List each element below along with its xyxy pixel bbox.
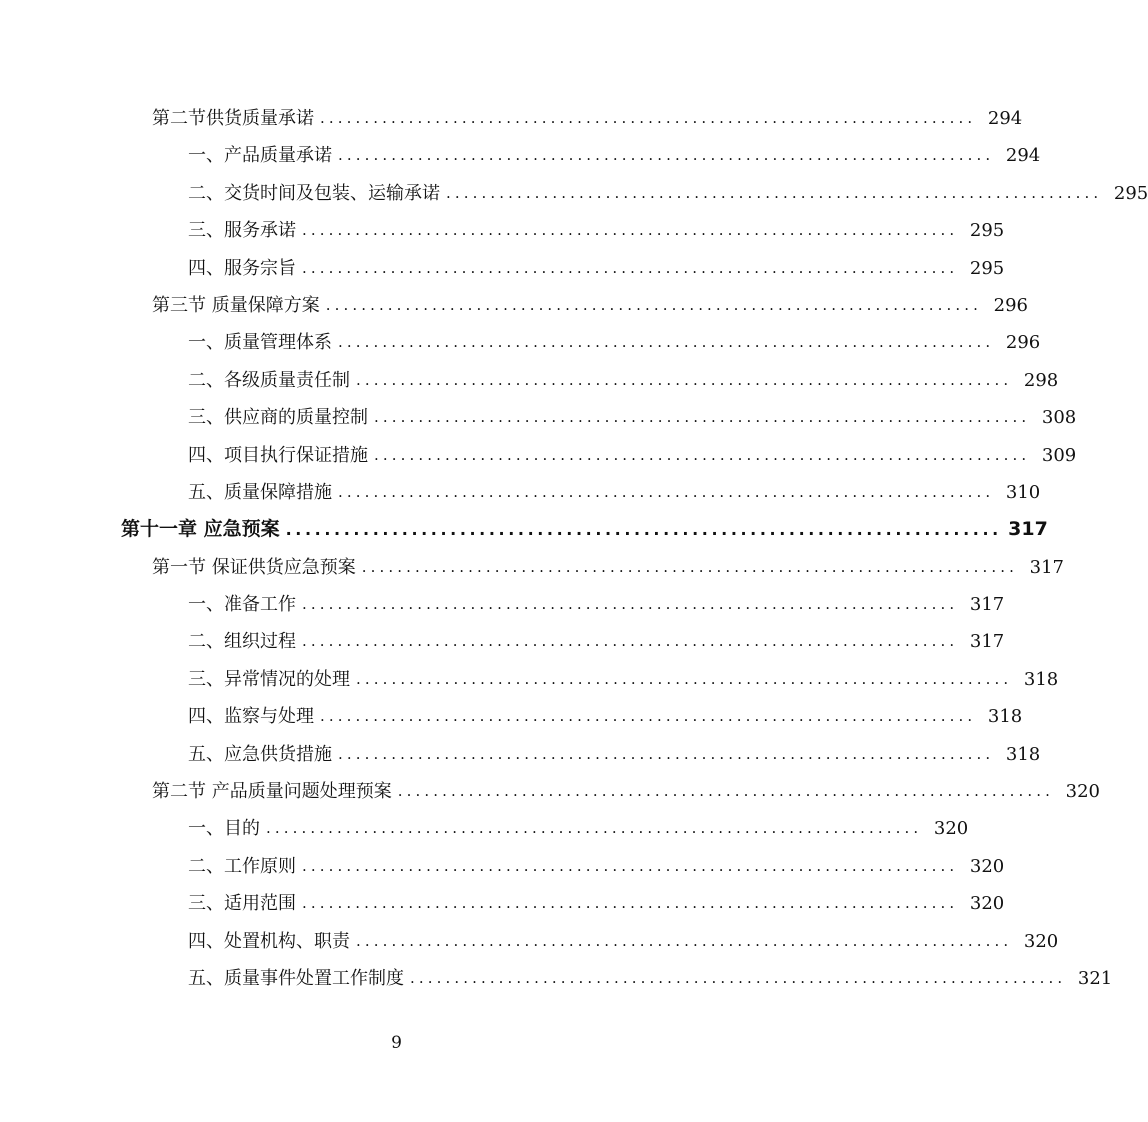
toc-entry[interactable] [0, 287, 1028, 324]
toc-entry-page: 317 [969, 594, 1005, 616]
toc-entry-title: 二、组织过程 [188, 631, 296, 653]
toc-entry-title: 第二节 产品质量问题处理预案 [152, 781, 392, 803]
toc-entry-title: 第一节 保证供货应急预案 [152, 556, 356, 578]
toc-entry-page: 320 [969, 855, 1005, 877]
toc-entry[interactable] [0, 736, 1041, 773]
toc-entry-title: 第十一章 应急预案 [121, 518, 280, 541]
toc-entry-page: 294 [987, 108, 1023, 129]
toc-dot-leader: .......................................................................... [356, 669, 1013, 688]
toc-entry-title: 三、供应商的质量控制 [188, 407, 368, 429]
toc-entry-title: 三、服务承诺 [188, 220, 296, 242]
toc-entry[interactable] [0, 100, 1023, 137]
toc-entry-title: 四、监察与处理 [188, 706, 314, 728]
page-number: 9 [391, 1033, 402, 1053]
toc-dot-leader: .......................................................................... [338, 482, 995, 501]
toc-entry[interactable] [0, 212, 1005, 249]
toc-entry[interactable] [0, 474, 1041, 511]
toc-dot-leader: .......................................................................... [338, 146, 995, 165]
toc-entry-title: 一、产品质量承诺 [188, 145, 332, 167]
toc-entry-title: 二、工作原则 [188, 855, 296, 877]
toc-entry-page: 318 [1005, 743, 1041, 765]
toc-entry[interactable] [0, 399, 1077, 436]
toc-entry[interactable] [0, 549, 1064, 586]
toc-entry-title: 四、服务宗旨 [188, 257, 296, 279]
toc-entry-title: 一、目的 [188, 818, 260, 840]
toc-entry-title: 第三节 质量保障方案 [152, 294, 320, 316]
toc-entry[interactable] [0, 437, 1077, 474]
toc-dot-leader: .......................................................................... [356, 370, 1013, 389]
toc-entry-page: 320 [1023, 930, 1059, 952]
toc-entry[interactable] [0, 324, 1041, 361]
toc-entry[interactable] [0, 960, 1113, 997]
toc-entry-page: 318 [987, 706, 1023, 728]
toc-entry-page: 295 [969, 257, 1005, 279]
toc-dot-leader: .......................................................................... [374, 445, 1031, 464]
toc-entry[interactable] [0, 250, 1005, 287]
toc-entry[interactable] [0, 698, 1023, 735]
toc-entry-page: 296 [993, 294, 1028, 316]
toc-entry-page: 318 [1023, 668, 1059, 690]
toc-entry-title: 二、各级质量责任制 [188, 369, 350, 391]
toc-dot-leader: .......................................................................... [356, 931, 1013, 950]
toc-entry[interactable] [0, 848, 1005, 885]
toc-dot-leader: .......................................................................... [302, 856, 959, 875]
toc-entry-title: 五、质量事件处置工作制度 [188, 967, 404, 989]
toc-dot-leader: .......................................................................... [302, 894, 959, 913]
toc-entry-title: 一、准备工作 [188, 594, 296, 616]
toc-entry-page: 317 [969, 631, 1005, 653]
toc-entry-title: 四、项目执行保证措施 [188, 444, 368, 466]
toc-entry-title: 一、质量管理体系 [188, 332, 332, 354]
toc-dot-leader: .......................................................................... [320, 109, 977, 127]
toc-dot-leader: .......................................................................... [338, 744, 995, 763]
toc-entry-page: 317 [1029, 556, 1064, 578]
toc-entry[interactable] [0, 137, 1041, 174]
toc-chapter-entry[interactable] [0, 511, 1048, 548]
toc-entry-page: 321 [1077, 967, 1113, 989]
toc-dot-leader: .......................................................................... [320, 707, 977, 726]
toc-entry-title: 第二节供货质量承诺 [152, 108, 314, 129]
toc-dot-leader: .......................................................................... [374, 408, 1031, 427]
toc-dot-leader: .......................................................................... [266, 819, 923, 838]
table-of-contents [0, 100, 1148, 997]
toc-entry-page: 295 [1113, 182, 1148, 204]
toc-entry[interactable] [0, 362, 1059, 399]
toc-entry-page: 320 [969, 893, 1005, 915]
toc-dot-leader: .......................................................................... [325, 295, 982, 314]
toc-dot-leader: .......................................................................... [338, 333, 995, 352]
toc-entry-title: 五、质量保障措施 [188, 481, 332, 503]
toc-entry[interactable] [0, 810, 969, 847]
toc-entry-page: 295 [969, 220, 1005, 242]
toc-dot-leader: .......................................................................... [302, 258, 959, 277]
toc-entry[interactable] [0, 773, 1100, 810]
toc-dot-leader: .......................................................................... [302, 595, 959, 614]
toc-dot-leader: .......................................................................... [397, 782, 1054, 801]
toc-entry-page: 309 [1041, 444, 1077, 466]
toc-dot-leader: .......................................................................... [285, 520, 1002, 540]
toc-entry[interactable] [0, 923, 1059, 960]
toc-entry-title: 二、交货时间及包装、运输承诺 [188, 182, 440, 204]
toc-entry-title: 四、处置机构、职责 [188, 930, 350, 952]
toc-dot-leader: .......................................................................... [410, 968, 1067, 987]
toc-entry-page: 320 [1065, 781, 1100, 803]
toc-entry[interactable] [0, 885, 1005, 922]
toc-entry-page: 298 [1023, 369, 1059, 391]
toc-entry[interactable] [0, 661, 1059, 698]
toc-entry[interactable] [0, 623, 1005, 660]
toc-entry-title: 五、应急供货措施 [188, 743, 332, 765]
toc-dot-leader: .......................................................................... [302, 221, 959, 240]
toc-entry-page: 310 [1005, 481, 1041, 503]
toc-entry-title: 三、适用范围 [188, 893, 296, 915]
toc-entry-page: 320 [933, 818, 969, 840]
toc-entry-page: 317 [1008, 518, 1048, 541]
toc-dot-leader: .......................................................................... [361, 557, 1018, 576]
toc-entry[interactable] [0, 586, 1005, 623]
toc-dot-leader: .......................................................................... [302, 632, 959, 651]
toc-entry-page: 294 [1005, 145, 1041, 167]
toc-entry-page: 308 [1041, 407, 1077, 429]
toc-entry[interactable] [0, 175, 1148, 212]
toc-dot-leader: .......................................................................... [446, 183, 1103, 202]
toc-entry-page: 296 [1005, 332, 1041, 354]
toc-entry-title: 三、异常情况的处理 [188, 668, 350, 690]
